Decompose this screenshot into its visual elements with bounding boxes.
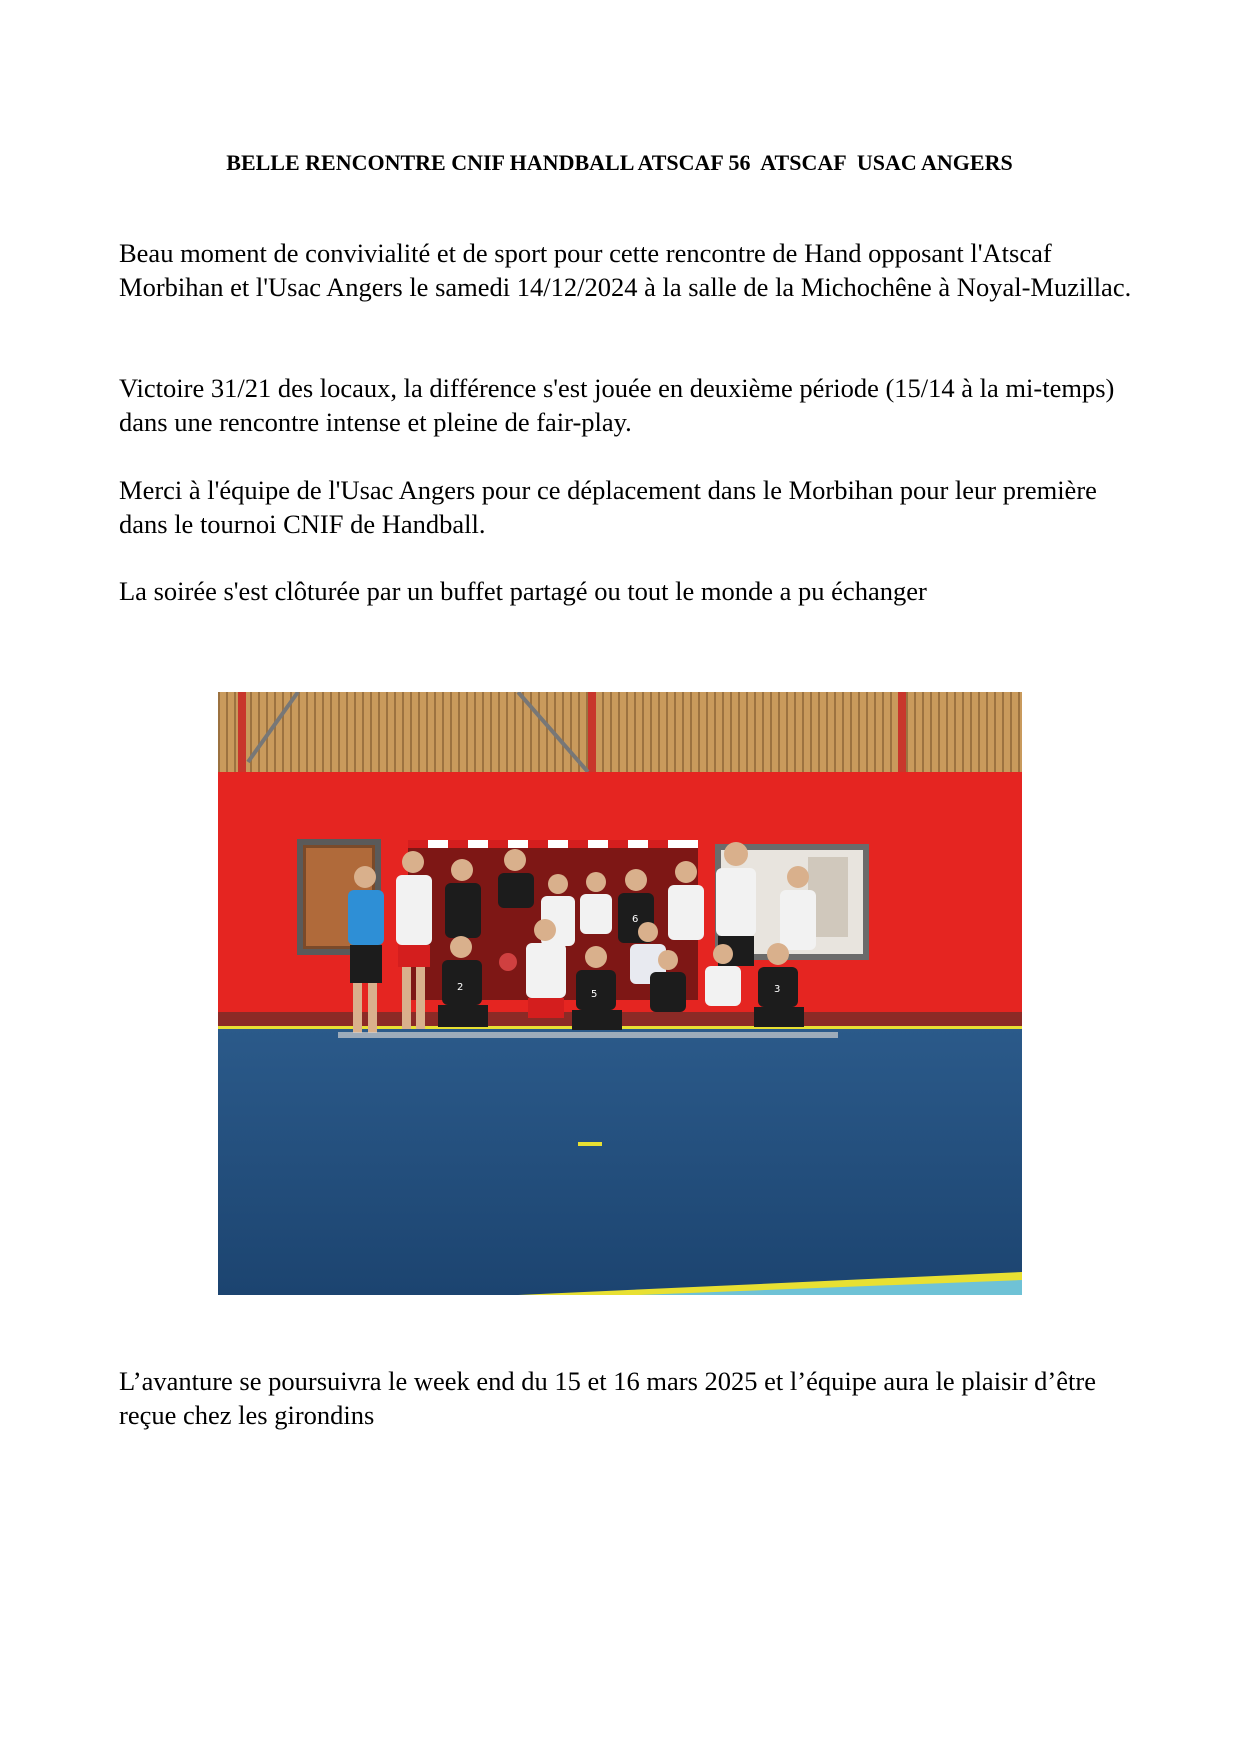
jersey-number: 2 bbox=[457, 982, 464, 993]
page-title: BELLE RENCONTRE CNIF HANDBALL ATSCAF 56 ATSCAF USAC ANGERS bbox=[226, 150, 1013, 175]
team-photo bbox=[218, 692, 1022, 1295]
jersey-number: 3 bbox=[774, 984, 781, 995]
court-floor bbox=[218, 1026, 1022, 1295]
paragraph-thanks: Merci à l'équipe de l'Usac Angers pour ce déplacement dans le Morbihan pour leur première dans le tournoi CNIF de Handball. bbox=[119, 475, 1097, 539]
jersey-number: 6 bbox=[632, 914, 639, 925]
jersey-number: 5 bbox=[591, 989, 598, 1000]
paragraph-buffet: La soirée s'est clôturée par un buffet partagé ou tout le monde a pu échanger bbox=[119, 576, 927, 606]
paragraph-score: Victoire 31/21 des locaux, la différence s'est jouée en deuxième période (15/14 à la mi-temps) dans une rencontre intense et pleine de fair-play. bbox=[119, 373, 1115, 437]
paragraph-closing: L’avanture se poursuivra le week end du 15 et 16 mars 2025 et l’équipe aura le plaisir d’être reçue chez les girondins bbox=[119, 1366, 1096, 1430]
paragraph-intro: Beau moment de convivialité et de sport pour cette rencontre de Hand opposant l'Atscaf Morbihan et l'Usac Angers le samedi 14/12/2024 à la salle de la Michochêne à Noyal-Muzillac. bbox=[119, 238, 1132, 302]
